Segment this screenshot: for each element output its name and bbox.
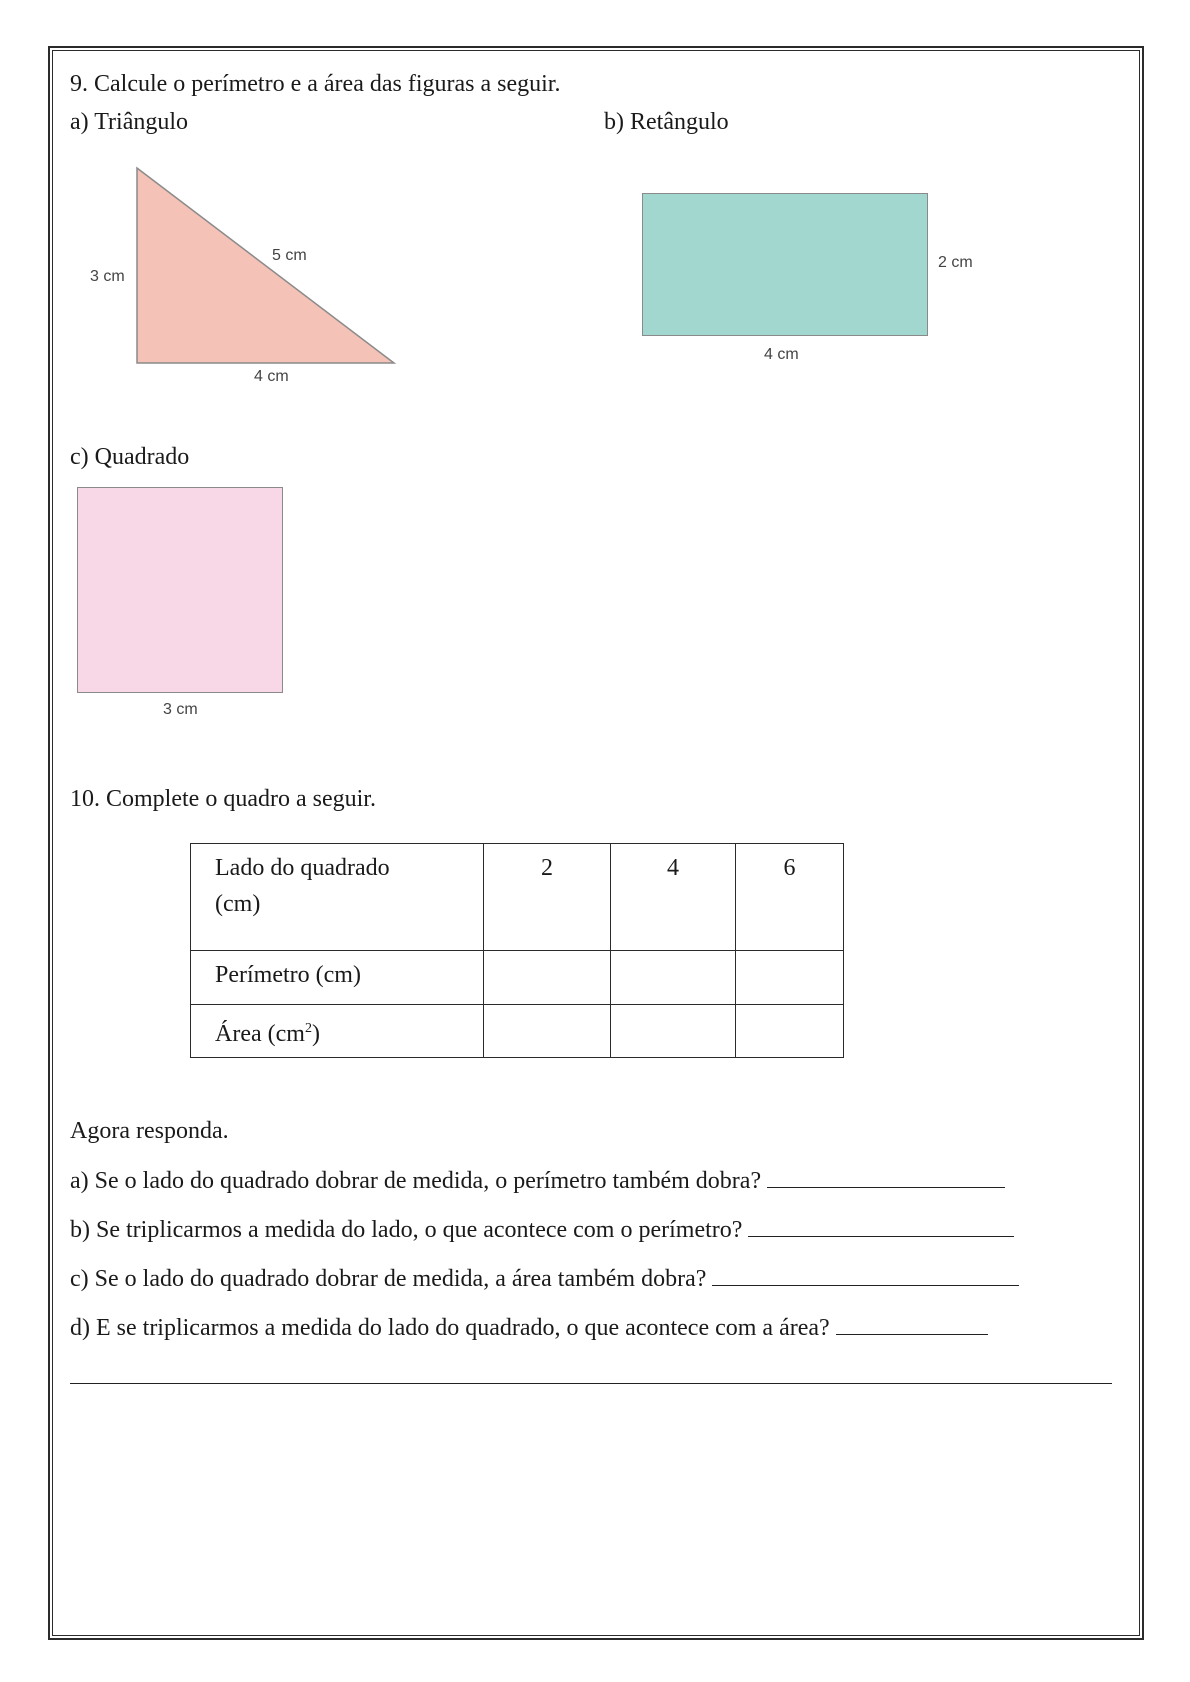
table-row [191,844,844,951]
rectangle-side-right-label: 2 cm [938,254,973,271]
answer-line-c[interactable] [712,1263,1019,1286]
question-d [70,1312,988,1342]
answer-line-a[interactable] [767,1165,1005,1188]
area-label-end: ) [311,1021,320,1047]
rectangle-figure [642,193,928,336]
question-a-text: a) Se o lado do quadrado dobrar de medida, o perímetro também dobra? [70,1168,762,1194]
triangle-hypotenuse-label: 5 cm [272,247,307,264]
area-cell-1[interactable] [484,1005,611,1058]
question-a [70,1165,1005,1195]
area-cell-3[interactable] [736,1005,844,1058]
question-c-text: c) Se o lado do quadrado dobrar de medida, a área também dobra? [70,1266,707,1292]
square-side-bottom-label: 3 cm [163,701,198,718]
question-b-text: b) Se triplicarmos a medida do lado, o que acontece com o perímetro? [70,1217,743,1243]
perimeter-cell-2[interactable] [611,951,736,1005]
area-label-main: Área (cm [215,1021,305,1047]
triangle-side-bottom-label: 4 cm [254,368,289,385]
side-value-2: 2 [484,844,611,951]
question-9-title: 9. Calcule o perímetro e a área das figuras a seguir. [70,71,561,97]
rectangle-label: b) Retângulo [604,109,729,135]
row-label-side-line2: (cm) [215,891,261,917]
row-label-area [191,1005,484,1058]
perimeter-cell-3[interactable] [736,951,844,1005]
area-label-exponent: 2 [304,1021,312,1036]
table-row [191,951,844,1005]
row-label-perimeter: Perímetro (cm) [191,951,484,1005]
table-row [191,1005,844,1058]
row-label-side-line1: Lado do quadrado [215,855,390,881]
triangle-side-left-label: 3 cm [90,268,125,285]
area-cell-2[interactable] [611,1005,736,1058]
answer-line-b[interactable] [748,1214,1014,1237]
triangle-label: a) Triângulo [70,109,189,135]
rectangle-side-bottom-label: 4 cm [764,346,799,363]
question-c [70,1263,1019,1293]
side-value-6: 6 [736,844,844,951]
square-label: c) Quadrado [70,444,190,470]
row-label-side [191,844,484,951]
square-values-table [190,843,844,1058]
answer-line-d[interactable] [836,1312,988,1335]
answer-line-d-continued[interactable] [70,1383,1112,1384]
square-figure [77,487,283,693]
question-d-text: d) E se triplicarmos a medida do lado do quadrado, o que acontece com a área? [70,1315,830,1341]
question-b [70,1214,1014,1244]
answer-section-title: Agora responda. [70,1118,229,1144]
perimeter-cell-1[interactable] [484,951,611,1005]
question-10-title: 10. Complete o quadro a seguir. [70,786,376,812]
side-value-4: 4 [611,844,736,951]
